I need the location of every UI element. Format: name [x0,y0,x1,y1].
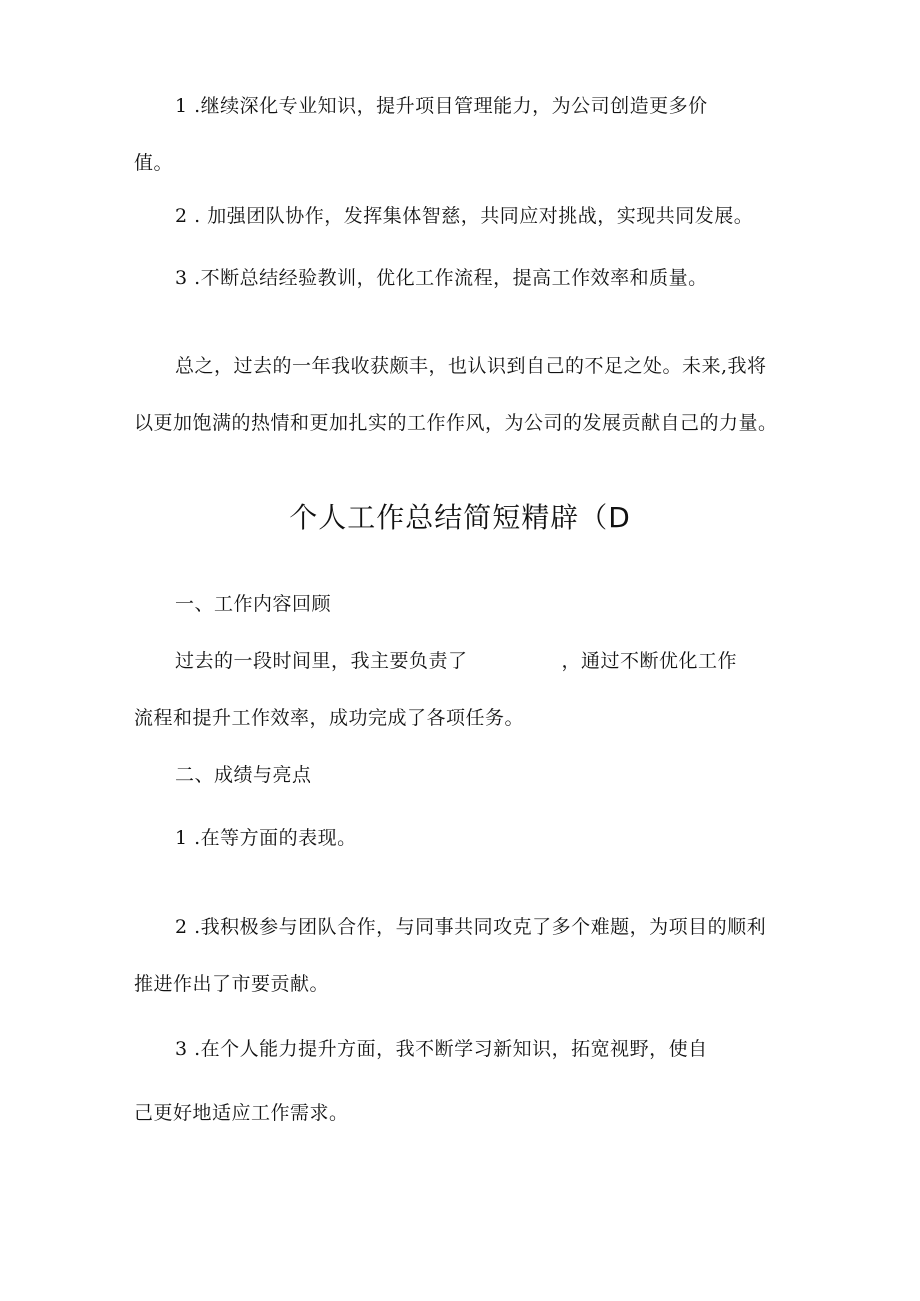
achievement-item-1: 1 .在等方面的表现。 [175,827,357,849]
achievement-item-3-line-2: 己更好地适应工作需求。 [134,1102,349,1124]
section-1-paragraph-line-1-a: 过去的一段时间里，我主要负责了 [175,650,468,672]
section-1-title: 一、工作内容回顾 [175,593,332,615]
section-1-paragraph-line-2: 流程和提升工作效率，成功完成了各项任务。 [134,707,525,729]
section-1-paragraph-line-1 [175,649,737,673]
achievement-item-2-line-1: 2 .我积极参与团队合作，与同事共同攻克了多个难题，为项目的顺利 [175,916,767,938]
plan-item-1-line-2: 值。 [134,152,174,174]
achievement-item-3-line-1: 3 .在个人能力提升方面，我不断学习新知识，拓宽视野，使自 [175,1038,708,1060]
section-2-title: 二、成绩与亮点 [175,764,312,786]
conclusion-line-2: 以更加饱满的热情和更加扎实的工作作风，为公司的发展贡献自己的力量。 [134,412,778,434]
conclusion-line-1: 总之，过去的一年我收获颇丰，也认识到自己的不足之处。未来,我将 [175,355,767,377]
section-1-paragraph-line-1-b: ，通过不断优化工作 [561,650,738,672]
plan-item-2: 2 . 加强团队协作，发挥集体智慈，共同应对挑战，实现共同发展。 [175,205,754,227]
plan-item-1-line-1: 1 .继续深化专业知识，提升项目管理能力，为公司创造更多价 [175,95,708,117]
achievement-item-2-line-2: 推进作出了市要贡献。 [134,973,330,995]
plan-item-3: 3 .不断总结经验教训，优化工作流程，提高工作效率和质量。 [175,267,708,289]
document-heading: 个人工作总结简短精辟（D [289,501,631,534]
